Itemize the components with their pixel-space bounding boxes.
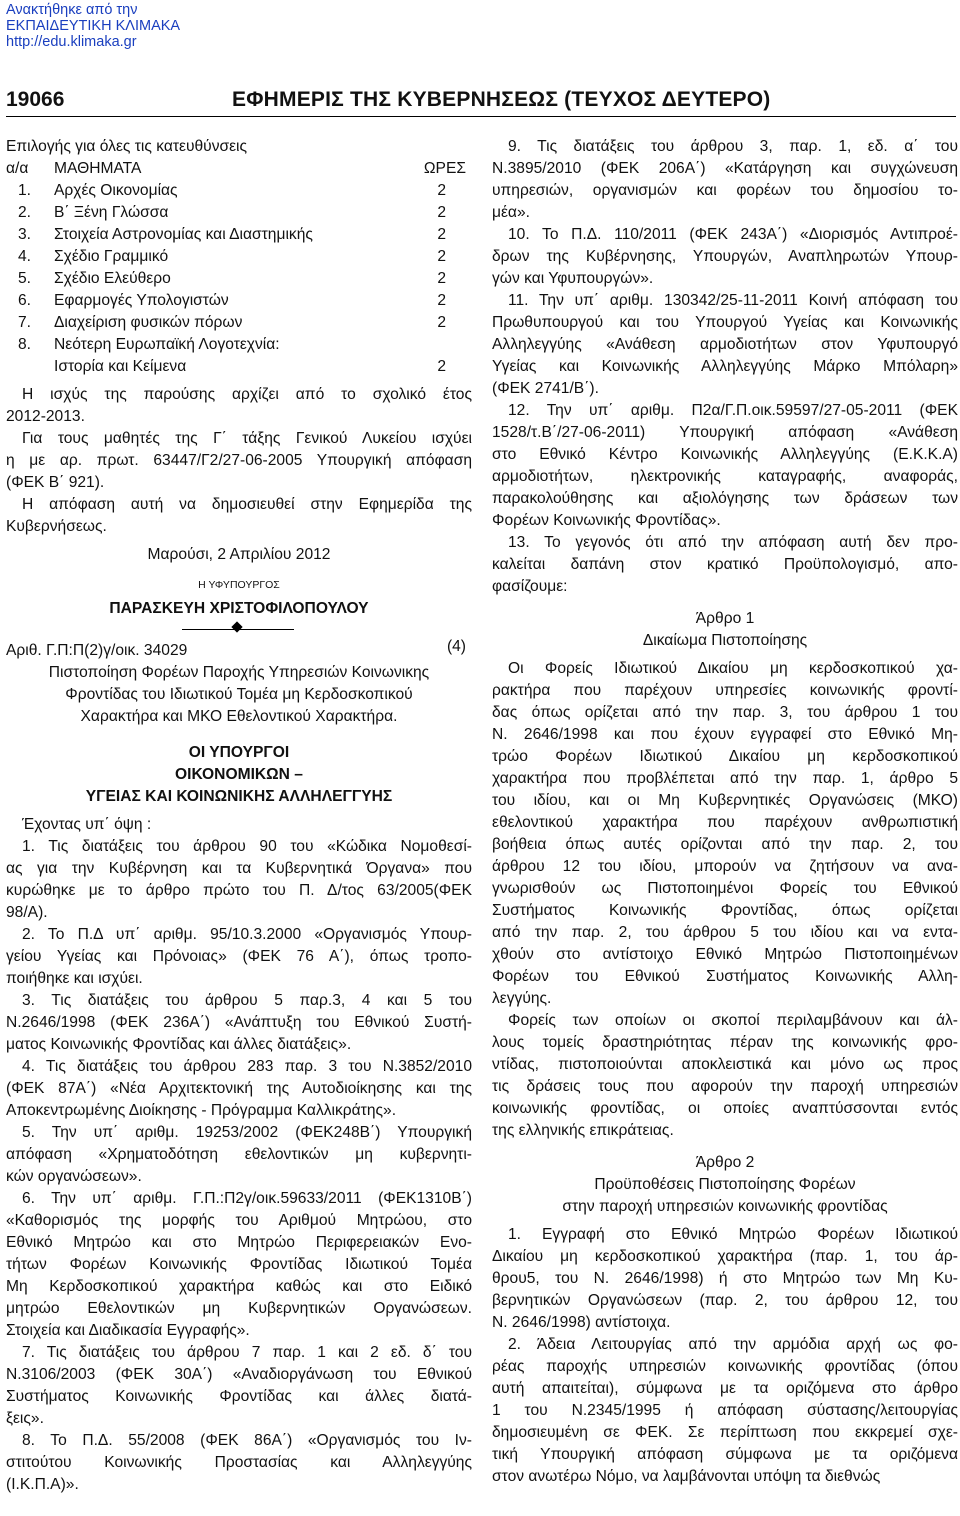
article1-paragraph-line: βοήθεια όπως αυτές ορίζονται από την παρ. 2, του	[492, 836, 958, 853]
subject-name: Διαχείριση φυσικών πόρων	[54, 314, 243, 331]
article1-paragraph-line: λεγγύης.	[492, 990, 552, 1007]
subjects-head-no: α/α	[6, 160, 29, 177]
recital-item-line: γών και Υφυπουργών».	[492, 270, 654, 287]
article1-title: Άρθρο 1	[695, 610, 755, 627]
decision-sequence: (4)	[446, 638, 466, 655]
article1-paragraph-line: Φορέων του Εθνικού Συστήματος Κοινωνικής Αλλη-	[492, 968, 958, 985]
article2-paragraph-line: 1 του Ν.2345/1995 ή απόφαση σύστασης/λειτουργίας	[492, 1402, 958, 1419]
article1-paragraph-line: του ιδίου, και οι Μη Κυβερνητικές Οργανώσεις (ΜΚΟ)	[492, 792, 958, 809]
recital-item-line: Συστήματος Κοινωνικής Φροντίδας και άλλες διατά-	[6, 1388, 472, 1405]
article2-paragraph-line: τική Υπουργική απόφαση σύμφωνα με τα οριζόμενα	[492, 1446, 958, 1463]
publication-paragraph-line: Η απόφαση αυτή να δημοσιευθεί στην Εφημερίδα της	[22, 496, 472, 513]
spacer	[6, 728, 472, 742]
recital-item-line: 8. Το Π.Δ. 55/2008 (ΦΕΚ 86Α΄) «Οργανισμός του Ιν-	[22, 1432, 472, 1449]
subject-hours: 2	[437, 358, 446, 375]
publication-paragraph-line: Κυβερνήσεως.	[6, 518, 107, 535]
recital-item-line: τήτων Φορέων Κοινωνικής Φροντίδας Ιδιωτικού Τομέα	[6, 1256, 472, 1273]
subjects-header-row	[6, 158, 472, 180]
subject-number: 4.	[18, 248, 32, 265]
article1-paragraph-line: γνωρισθούν ως Πιστοποιημένοι Φορείς του Εθνικού	[492, 880, 958, 897]
ministers-heading-line: ΟΙΚΟΝΟΜΙΚΩΝ –	[175, 766, 303, 783]
subject-number: 3.	[18, 226, 32, 243]
article2-subtitle-line: Προϋποθέσεις Πιστοποίησης Φορέων	[594, 1176, 856, 1193]
article2-paragraph-line: ρέας παροχής υπηρεσιών κοινωνικής φροντίδας (όπου	[492, 1358, 958, 1375]
spacer	[492, 1142, 958, 1152]
subject-number: 2.	[18, 204, 32, 221]
recital-item-line: απόφαση «Χρηματοδότηση εθελοντικών μη κυβερνητι-	[6, 1146, 472, 1163]
article1-paragraph-line: δας όπως ορίζεται από την παρ. 3, του άρθρου 1 του	[492, 704, 958, 721]
recital-item-line: Ν.3106/2003 (ΦΕΚ 30Α΄) «Αναδιοργάνωση του Εθνικού	[6, 1366, 472, 1383]
separator-diamond	[231, 621, 242, 632]
article2-paragraph-line: αυτή απαιτείται), σύμφωνα με τα οριζόμενα στο άρθρο	[492, 1380, 958, 1397]
subject-row	[6, 202, 472, 224]
subject-row	[6, 246, 472, 268]
recital-item-line: 1528/τ.Β΄/27-06-2011) Υπουργική απόφαση «Ανάθεση	[492, 424, 958, 441]
recital-item-line: ξεις».	[6, 1410, 44, 1427]
subject-name: Εφαρμογές Υπολογιστών	[54, 292, 229, 309]
recital-item-line: 10. Το Π.Δ. 110/2011 (ΦΕΚ 243Α΄) «Διορισμός Αντιπροέ-	[508, 226, 958, 243]
recital-item-line: Εθνικό Μητρώο και στο Μητρώο Περιφερειακών Ενο-	[6, 1234, 472, 1251]
place-date: Μαρούσι, 2 Απριλίου 2012	[147, 546, 331, 563]
signer-role: Η ΥΦΥΠΟΥΡΓΟΣ	[198, 579, 280, 591]
recital-item-line: (Ι.Κ.Π.Α)».	[6, 1476, 79, 1493]
subject-number: 6.	[18, 292, 32, 309]
right-body	[492, 136, 958, 1488]
recital-item-line: 2. Το Π.Δ υπ΄ αριθμ. 95/10.3.2000 «Οργανισμός Υπουρ-	[22, 926, 472, 943]
subject-row	[6, 224, 472, 246]
validity-paragraph-line: Η ισχύς της παρούσης αρχίζει από το σχολικό έτος	[22, 386, 472, 403]
subject-row	[6, 312, 472, 334]
recital-item-line: 9. Τις διατάξεις του άρθρου 3, παρ. 1, εδ. α΄ του	[508, 138, 958, 155]
page-header	[0, 88, 960, 114]
recital-item-line: μέα».	[492, 204, 530, 221]
subject-row	[6, 290, 472, 312]
subjects-head-hours: ΩΡΕΣ	[423, 160, 466, 177]
recital-item-line: ας για την Κυβέρνηση και τα Κυβερνητικά Όργανα» που	[6, 860, 472, 877]
recital-item-line: ποιήθηκε και ισχύει.	[6, 970, 143, 987]
subject-row-continuation	[6, 356, 472, 378]
recital-item-line: στο Εθνικό Κέντρο Κοινωνικής Αλληλεγγύης (Ε.Κ.Κ.Α)	[492, 446, 958, 463]
decision-title-line: Πιστοποίηση Φορέων Παροχής Υπηρεσιών Κοινωνικης	[48, 664, 430, 681]
source-watermark	[6, 2, 180, 50]
article1-paragraph-line: Οι Φορείς Ιδιωτικού Δικαίου μη κερδοσκοπικού χα-	[508, 660, 958, 677]
recital-item-line: φασίζουμε:	[492, 578, 568, 595]
article2-paragraph-line: βερνητικών Οργανώσεων (παρ. 2, του άρθρου 12, του	[492, 1292, 958, 1309]
recital-item-line: (ΦΕΚ 2741/Β΄).	[492, 380, 599, 397]
right-column	[492, 136, 958, 1488]
recital-item-line: παρακολούθησης και αξιολόγησης των δράσεων των	[492, 490, 958, 507]
subject-hours: 2	[437, 226, 446, 243]
recital-item-line: (ΦΕΚ 87Α΄) «Νέα Αρχιτεκτονική της Αυτοδιοίκησης και της	[6, 1080, 472, 1097]
recital-item-line: Μη Κερδοσκοπικού χαρακτήρα καθώς και στο Ειδικό	[6, 1278, 472, 1295]
recital-item-line: δρων της Κυβέρνησης, Υπουργών, Αναπληρωτών Υπουρ-	[492, 248, 958, 265]
article1-paragraph-line: εθελοντικού χαρακτήρα που παρέχουν ανθρωπιστική	[492, 814, 958, 831]
lyceum-paragraph-line: Για τους μαθητές της Γ΄ τάξης Γενικού Λυκείου ισχύει	[22, 430, 472, 447]
subject-row	[6, 268, 472, 290]
subject-name: Στοιχεία Αστρονομίας και Διαστημικής	[54, 226, 313, 243]
recital-item-line: κυρώθηκε με το άρθρο πρώτο του Π. Δ/τος 63/2005(ΦΕΚ	[6, 882, 472, 899]
recital-item-line: Ν.2646/1998 (ΦΕΚ 236Α΄) «Ανάπτυξη του Εθνικού Συστή-	[6, 1014, 472, 1031]
having-regard: Έχοντας υπ΄ όψη :	[22, 816, 152, 833]
recital-item-line: υπηρεσιών, οργανισμών και φορέων του δημοσίου το-	[492, 182, 958, 199]
subject-name: Σχέδιο Ελεύθερο	[54, 270, 171, 287]
subject-row	[6, 180, 472, 202]
article1-paragraph-line: ντίδας, πιστοποιούνται αποκλειστικά και μόνο ως προς	[492, 1056, 958, 1073]
decision-number: Αριθ. Γ.Π:Π(2)γ/οικ. 34029	[6, 642, 188, 659]
article1-paragraph-line: από την παρ. 2, του άρθρου 5 του ιδίου και να εντα-	[492, 924, 958, 941]
subject-name: Ιστορία και Κείμενα	[54, 358, 187, 375]
recital-item-line: Αλληλεγγύης «Ανάθεση αρμοδιοτήτων στον Υφυπουργό	[492, 336, 958, 353]
subject-name: Αρχές Οικονομίας	[54, 182, 178, 199]
article1-paragraph-line: Συστήματος Κοινωνικής Φροντίδας, όπως ορίζεται	[492, 902, 958, 919]
recital-item-line: 5. Την υπ΄ αριθμ. 19253/2002 (ΦΕΚ248Β΄) Υπουργική	[22, 1124, 472, 1141]
page-number: 19066	[6, 88, 65, 111]
recital-item-line: ματος Κοινωνικής Φροντίδας και άλλες διατάξεις».	[6, 1036, 352, 1053]
decision-number-row	[6, 640, 472, 662]
recital-item-line: Υγείας και Κοινωνικής Αλληλεγγύης Μάρκο Μπόλαρη»	[492, 358, 958, 375]
article1-paragraph-line: ρακτήρα που παρέχουν υπηρεσίες κοινωνικής φροντί-	[492, 682, 958, 699]
decision-title-line: Χαρακτήρα και ΜΚΟ Εθελοντικού Χαρακτήρα.	[80, 708, 398, 725]
subject-number: 7.	[18, 314, 32, 331]
article2-paragraph-line: στον ανωτέρω Νόμο, να λαμβάνονται υπόψη τα διεθνώς	[492, 1468, 881, 1485]
article2-paragraph-line: 2. Άδεια Λειτουργίας από την αρμόδια αρχή ως φο-	[508, 1336, 958, 1353]
recital-item-line: 3. Τις διατάξεις του άρθρου 5 παρ.3, 4 και 5 του	[22, 992, 472, 1009]
header-rule	[6, 116, 956, 117]
article2-paragraph-line: Ν. 2646/1998) αντίστοιχα.	[492, 1314, 671, 1331]
left-body	[6, 378, 472, 1496]
article1-paragraph-line: λους τομείς δραστηριότητας πέραν της κοινωνικής φρο-	[492, 1034, 958, 1051]
left-column	[6, 136, 472, 1496]
gazette-title: ΕΦΗΜΕΡΙΣ ΤΗΣ ΚΥΒΕΡΝΗΣΕΩΣ (ΤΕΥΧΟΣ ΔΕΥΤΕΡΟ)	[232, 88, 771, 111]
subjects-table	[6, 136, 472, 378]
article2-subtitle-line: στην παροχή υπηρεσιών κοινωνικής φροντίδας	[562, 1198, 888, 1215]
subject-number: 5.	[18, 270, 32, 287]
article2-paragraph-line: δημοσιευμένη σε ΦΕΚ. Σε περίπτωση που εκκρεμεί σχε-	[492, 1424, 958, 1441]
subject-number: 1.	[18, 182, 32, 199]
subject-name: Νεότερη Ευρωπαϊκή Λογοτεχνία:	[54, 336, 280, 353]
subject-hours: 2	[437, 182, 446, 199]
recital-item-line: 1. Τις διατάξεις του άρθρου 90 του «Κώδικα Νομοθεσί-	[22, 838, 472, 855]
recital-item-line: αρμοδιοτήτων, ηλεκτρονικής καταγραφής, αναφοράς,	[492, 468, 958, 485]
source-line-1: Ανακτήθηκε από την	[6, 2, 138, 18]
article1-paragraph-line: άρθρου 12 του ιδίου, μπορούν να ζητήσουν να ανα-	[492, 858, 958, 875]
article1-paragraph-line: χαρακτήρα που προβλέπεται από την παρ. 1, άρθρο 5	[492, 770, 958, 787]
recital-item-line: καλείται δαπάνη στον κρατικό Προϋπολογισμό, απο-	[492, 556, 958, 573]
article1-paragraph-line: τρώο Φορέων Ιδιωτικού Δικαίου μη κερδοσκοπικού	[492, 748, 958, 765]
recital-item-line: 11. Την υπ΄ αριθμ. 130342/25-11-2011 Κοινή απόφαση του	[508, 292, 958, 309]
subject-number: 8.	[18, 336, 32, 353]
article1-paragraph-line: Ν. 2646/1998 και που έχουν εγγραφεί στο Εθνικό Μη-	[492, 726, 958, 743]
subject-hours: 2	[437, 292, 446, 309]
subject-hours: 2	[437, 314, 446, 331]
recital-item-line: γείου Υγείας και Πρόνοιας» (ΦΕΚ 76 Α΄), όπως τροπο-	[6, 948, 472, 965]
subjects-intro: Επιλογής για όλες τις κατευθύνσεις	[6, 138, 248, 155]
recital-item-line: 12. Την υπ΄ αριθμ. Π2α/Γ.Π.οικ.59597/27-05-2011 (ΦΕΚ	[508, 402, 958, 419]
signer-name: ΠΑΡΑΣΚΕΥΗ ΧΡΙΣΤΟΦΙΛΟΠΟΥΛΟΥ	[109, 600, 369, 617]
recital-item-line: Πρωθυπουργού και του Υπουργού Υγείας και Κοινωνικής	[492, 314, 958, 331]
subject-name: Σχέδιο Γραμμικό	[54, 248, 169, 265]
lyceum-paragraph-line: (ΦΕΚ Β΄ 921).	[6, 474, 105, 491]
article1-subtitle: Δικαίωμα Πιστοποίησης	[642, 632, 808, 649]
recital-item-line: στιτούτου Κοινωνικής Προστασίας και Αλληλεγγύης	[6, 1454, 472, 1471]
article2-paragraph-line: θρου5, του Ν. 2646/1998) ή στο Μητρώο των Μη Κυ-	[492, 1270, 958, 1287]
recital-item-line: 13. Το γεγονός ότι από την απόφαση αυτή δεν προ-	[508, 534, 958, 551]
validity-paragraph-line: 2012-2013.	[6, 408, 85, 425]
spacer	[492, 598, 958, 608]
ministers-heading-line: ΟΙ ΥΠΟΥΡΓΟΙ	[188, 744, 290, 761]
article1-paragraph-line: της ελληνικής επικράτειας.	[492, 1122, 674, 1139]
recital-item-line: 7. Τις διατάξεις του άρθρου 7 παρ. 1 και 2 εδ. δ΄ του	[22, 1344, 472, 1361]
article1-paragraph-line: χθούν στο αντίστοιχο Εθνικό Μητρώο Πιστοποιημένων	[492, 946, 958, 963]
recital-item-line: 4. Τις διατάξεις του άρθρου 283 παρ. 3 του Ν.3852/2010	[22, 1058, 472, 1075]
subjects-head-subject: ΜΑΘΗΜΑΤΑ	[54, 160, 142, 177]
spacer	[6, 566, 472, 574]
recital-item-line: Φορέων Κοινωνικής Φροντίδας».	[492, 512, 721, 529]
subject-hours: 2	[437, 270, 446, 287]
article1-paragraph-line: Φορείς των οποίων οι σκοποί περιλαμβάνουν και άλ-	[508, 1012, 958, 1029]
section-separator	[6, 620, 472, 640]
article2-title: Άρθρο 2	[695, 1154, 755, 1171]
lyceum-paragraph-line: η με αρ. πρωτ. 63447/Γ2/27-06-2005 Υπουργική απόφαση	[6, 452, 472, 469]
article2-paragraph-line: 1. Εγγραφή στο Εθνικό Μητρώο Φορέων Ιδιωτικού	[508, 1226, 958, 1243]
recital-item-line: Αποκεντρωμένης Διοίκησης - Πρόγραμμα Καλλικράτης».	[6, 1102, 397, 1119]
recital-item-line: 98/Α).	[6, 904, 48, 921]
source-link[interactable]: http://edu.klimaka.gr	[6, 34, 137, 50]
recital-item-line: Στοιχεία και Διαδικασία Εγγραφής».	[6, 1322, 250, 1339]
recital-item-line: κών οργανώσεων».	[6, 1168, 142, 1185]
recital-item-line: 6. Την υπ΄ αριθμ. Γ.Π.:Π2γ/οικ.59633/2011 (ΦΕΚ1310Β΄)	[22, 1190, 472, 1207]
article2-paragraph-line: Δικαίου μη κερδοσκοπικού χαρακτήρα (παρ. 1, του άρ-	[492, 1248, 958, 1265]
ministers-heading-line: ΥΓΕΙΑΣ ΚΑΙ ΚΟΙΝΩΝΙΚΗΣ ΑΛΛΗΛΕΓΓΥΗΣ	[85, 788, 393, 805]
recital-item-line: «Καθορισμός της μορφής του Αριθμού Μητρώου, στο	[6, 1212, 472, 1229]
decision-title-line: Φροντίδας του Ιδιωτικού Τομέα μη Κερδοσκοπικού	[65, 686, 413, 703]
subject-row	[6, 334, 472, 356]
subject-name: Β΄ Ξένη Γλώσσα	[54, 204, 169, 221]
subject-hours: 2	[437, 248, 446, 265]
subject-hours: 2	[437, 204, 446, 221]
recital-item-line: μητρώο Εθελοντικών μη Κυβερνητικών Οργανώσεων.	[6, 1300, 472, 1317]
article1-paragraph-line: τις δράσεις τους που αφορούν την παροχή υπηρεσιών	[492, 1078, 958, 1095]
article1-paragraph-line: κοινωνικής φροντίδας, οι οποίες αναπτύσσονται εντός	[492, 1100, 958, 1117]
recital-item-line: Ν.3895/2010 (ΦΕΚ 206Α΄) «Κατάργηση και συγχώνευση	[492, 160, 958, 177]
source-line-2: ΕΚΠΑΙΔΕΥΤΙΚΗ ΚΛΙΜΑΚΑ	[6, 18, 181, 34]
